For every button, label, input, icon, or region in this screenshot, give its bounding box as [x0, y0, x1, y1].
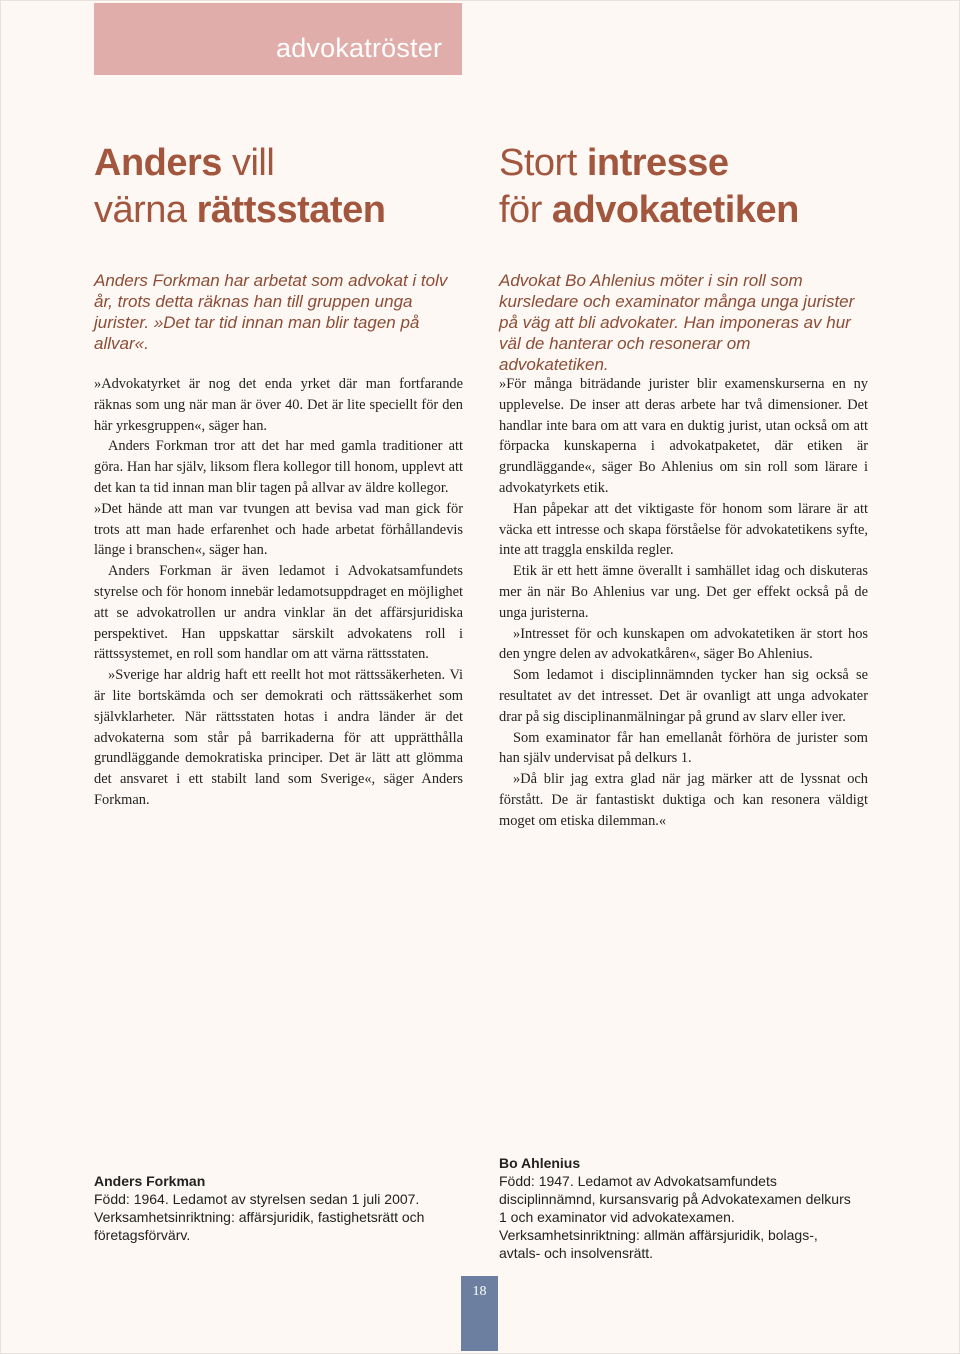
section-tag-label: advokatröster [276, 33, 443, 63]
left-paragraph: »Sverige har aldrig haft ett reellt hot mot rättssäkerheten. Vi är lite bortskämda och ser demokrati och rättssäkerhet som självklarheter. När rättsstaten hotas i andra länder är det advokaterna som står på barrikaderna för att upprätthålla grundläggande demokratiska principer. Det är lätt att glömma det ansvaret i ett stabilt land som Sverige«, säger Anders Forkman. [94, 667, 463, 808]
right-paragraph: Han påpekar att det viktigaste för honom som lärare är att väcka ett intresse och skapa förståelse för advokatetikens syfte, inte att traggla enskilda regler. [499, 500, 868, 559]
right-author-bio [499, 1154, 859, 1262]
left-headline [94, 140, 464, 234]
right-lede: Advokat Bo Ahlenius möter i sin roll som kursledare och examinator många unga jurister på väg att bli advokater. Han imponeras av hur väl de hanterar och resonerar om advokatetiken. [499, 271, 855, 374]
left-article-body [94, 374, 463, 811]
right-paragraph: »Intresset för och kunskapen om advokatetiken är stort hos den yngre delen av advokatkåren«, säger Bo Ahlenius. [499, 625, 868, 663]
left-lede: Anders Forkman har arbetat som advokat i tolv år, trots detta räknas han till gruppen unga jurister. »Det tar tid innan man blir tagen på allvar«. [94, 271, 448, 353]
left-paragraph: »Advokatyrket är nog det enda yrket där man fortfarande räknas som ung när man är över 40. Det är lite speciellt för den här yrkesgruppen«, säger han. [94, 376, 463, 434]
left-headline-bold-1: Anders [94, 142, 222, 184]
left-bio-text: Född: 1964. Ledamot av styrelsen sedan 1 juli 2007. Verksamhetsinriktning: affärsjuridik, fastighetsrätt och företagsförvärv. [94, 1191, 425, 1243]
left-bio-name: Anders Forkman [94, 1173, 206, 1189]
right-bio-text: Född: 1947. Ledamot av Advokatsamfundets disciplinnämnd, kursansvarig på Advokatexamen delkurs 1 och examinator vid advokatexamen. Verksamhetsinriktning: allmän affärsjuridik, bolags-, avtals- och insolvensrätt. [499, 1173, 851, 1261]
left-paragraph: Anders Forkman tror att det har med gamla traditioner att göra. Han har själv, liksom flera kollegor till honom, upplevt att det kan ta tid innan man blir tagen på allvar av äldre kollegor. [94, 438, 463, 496]
section-tag [94, 3, 462, 75]
right-headline-bold-1: intresse [586, 142, 729, 184]
page-number: 18 [472, 1284, 487, 1299]
right-paragraph: Etik är ett hett ämne överallt i samhället idag och diskuteras mer än när Bo Ahlenius var ung. Det ger effekt också på de unga juristerna. [499, 563, 868, 621]
left-paragraph: Anders Forkman är även ledamot i Advokatsamfundets styrelse och för honom innebär ledamotsuppdraget en möjlighet att se advokatrollen ur andra vinklar än det affärsjuridiska perspektivet. Han uppskattar särskilt advokatens roll i rättssystemet, en roll som handlar om att värna rättsstaten. [94, 563, 463, 663]
right-paragraph: Som ledamot i disciplinnämnden tycker han sig också se resultatet av det intresset. Det är ovanligt att unga advokater drar på sig disciplinanmälningar på grund av slarv eller iver. [499, 667, 868, 725]
left-paragraph: »Det hände att man var tvungen att bevisa vad man gick för trots att man hade erfarenhet och hade arbetat förhållandevis länge i branschen«, säger han. [94, 500, 463, 559]
right-article-body [499, 374, 868, 832]
left-author-bio [94, 1172, 454, 1244]
left-headline-bold-2: rättsstaten [196, 189, 386, 231]
right-headline-light-2: för [499, 189, 552, 231]
right-paragraph: Som examinator får han emellanåt förhöra de jurister som han själv undervisat på delkurs 1. [499, 729, 868, 767]
right-headline [499, 140, 869, 234]
left-headline-light-2: värna [94, 189, 197, 231]
right-bio-name: Bo Ahlenius [499, 1155, 581, 1171]
right-headline-bold-2: advokatetiken [551, 189, 799, 231]
right-paragraph: »Då blir jag extra glad när jag märker att de lyssnat och förstått. De är fantastiskt duktiga och kan resonera väldigt moget om etiska dilemman.« [499, 771, 868, 829]
left-headline-light-1: vill [221, 142, 275, 184]
page-number-tab [461, 1276, 498, 1351]
right-headline-light-1: Stort [499, 142, 587, 184]
right-paragraph: »För många biträdande jurister blir examenskurserna en ny upplevelse. De inser att deras arbete har två dimensioner. Det handlar inte bara om att vara en duktig jurist, utan också om att förpacka kunskaperna i advokatpaketet, där etiken är grundläggande«, säger Bo Ahlenius om sin roll som lärare i advokatyrkets etik. [499, 376, 868, 496]
